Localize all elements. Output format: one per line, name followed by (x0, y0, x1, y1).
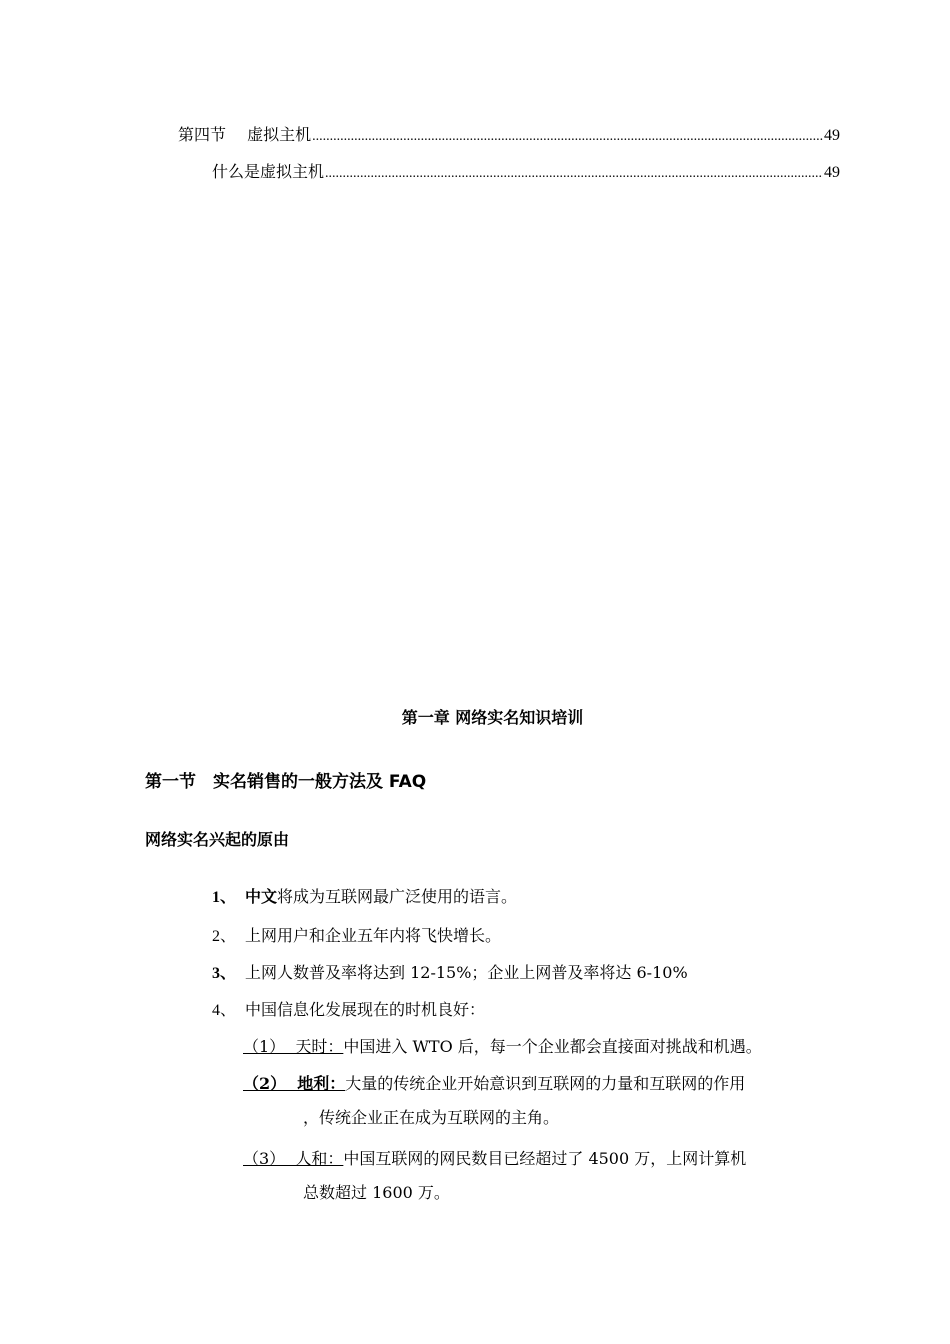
list-number: 3、 (212, 965, 237, 982)
sublist-label: （2） 地利： (243, 1074, 346, 1093)
list-number: 1、 (212, 889, 237, 906)
list-text: 中国信息化发展现在的时机良好： (245, 1000, 486, 1019)
list-text: 上网用户和企业五年内将飞快增长。 (245, 926, 502, 945)
toc-page-number: 49 (824, 164, 840, 181)
sublist-continuation: ，传统企业正在成为互联网的主角。 (303, 1108, 560, 1127)
list-bold-lead: 中文 (245, 887, 278, 906)
toc-entry-virtual-host[interactable] (212, 161, 840, 185)
toc-page-number: 49 (824, 127, 840, 144)
sublist-continuation: 总数超过 1600 万。 (303, 1183, 450, 1202)
toc-entry-title: 什么是虚拟主机 (212, 162, 325, 181)
sublist-label: （3） 人和： (243, 1149, 344, 1168)
list-text: 上网人数普及率将达到 12-15%；企业上网普及率将达 6-10% (245, 963, 688, 982)
list-item (212, 924, 501, 949)
list-text: 将成为互联网最广泛使用的语言。 (277, 887, 518, 906)
sublist-item (243, 1067, 843, 1135)
list-number: 2、 (212, 928, 237, 945)
toc-leader-dots (312, 126, 823, 148)
list-item (212, 961, 688, 986)
sublist-item (243, 1142, 843, 1210)
list-item (212, 998, 485, 1023)
toc-leader-dots (325, 163, 823, 185)
section-title: 第一节 实名销售的一般方法及 FAQ (145, 772, 427, 792)
sublist-label: （1） 天时： (243, 1037, 344, 1056)
list-number: 4、 (212, 1002, 237, 1019)
sublist-text: 大量的传统企业开始意识到互联网的力量和互联网的作用 (345, 1074, 746, 1093)
list-item (212, 885, 517, 910)
sublist-text: 中国进入 WTO 后，每一个企业都会直接面对挑战和机遇。 (343, 1037, 762, 1056)
chapter-title: 第一章 网络实名知识培训 (401, 708, 584, 727)
subsection-title: 网络实名兴起的原由 (145, 830, 290, 849)
toc-entry-title: 第四节 虚拟主机 (178, 125, 312, 144)
sublist-text: 中国互联网的网民数目已经超过了 4500 万，上网计算机 (343, 1149, 747, 1168)
toc-entry-section-4[interactable] (178, 124, 840, 148)
sublist-item (243, 1030, 843, 1064)
